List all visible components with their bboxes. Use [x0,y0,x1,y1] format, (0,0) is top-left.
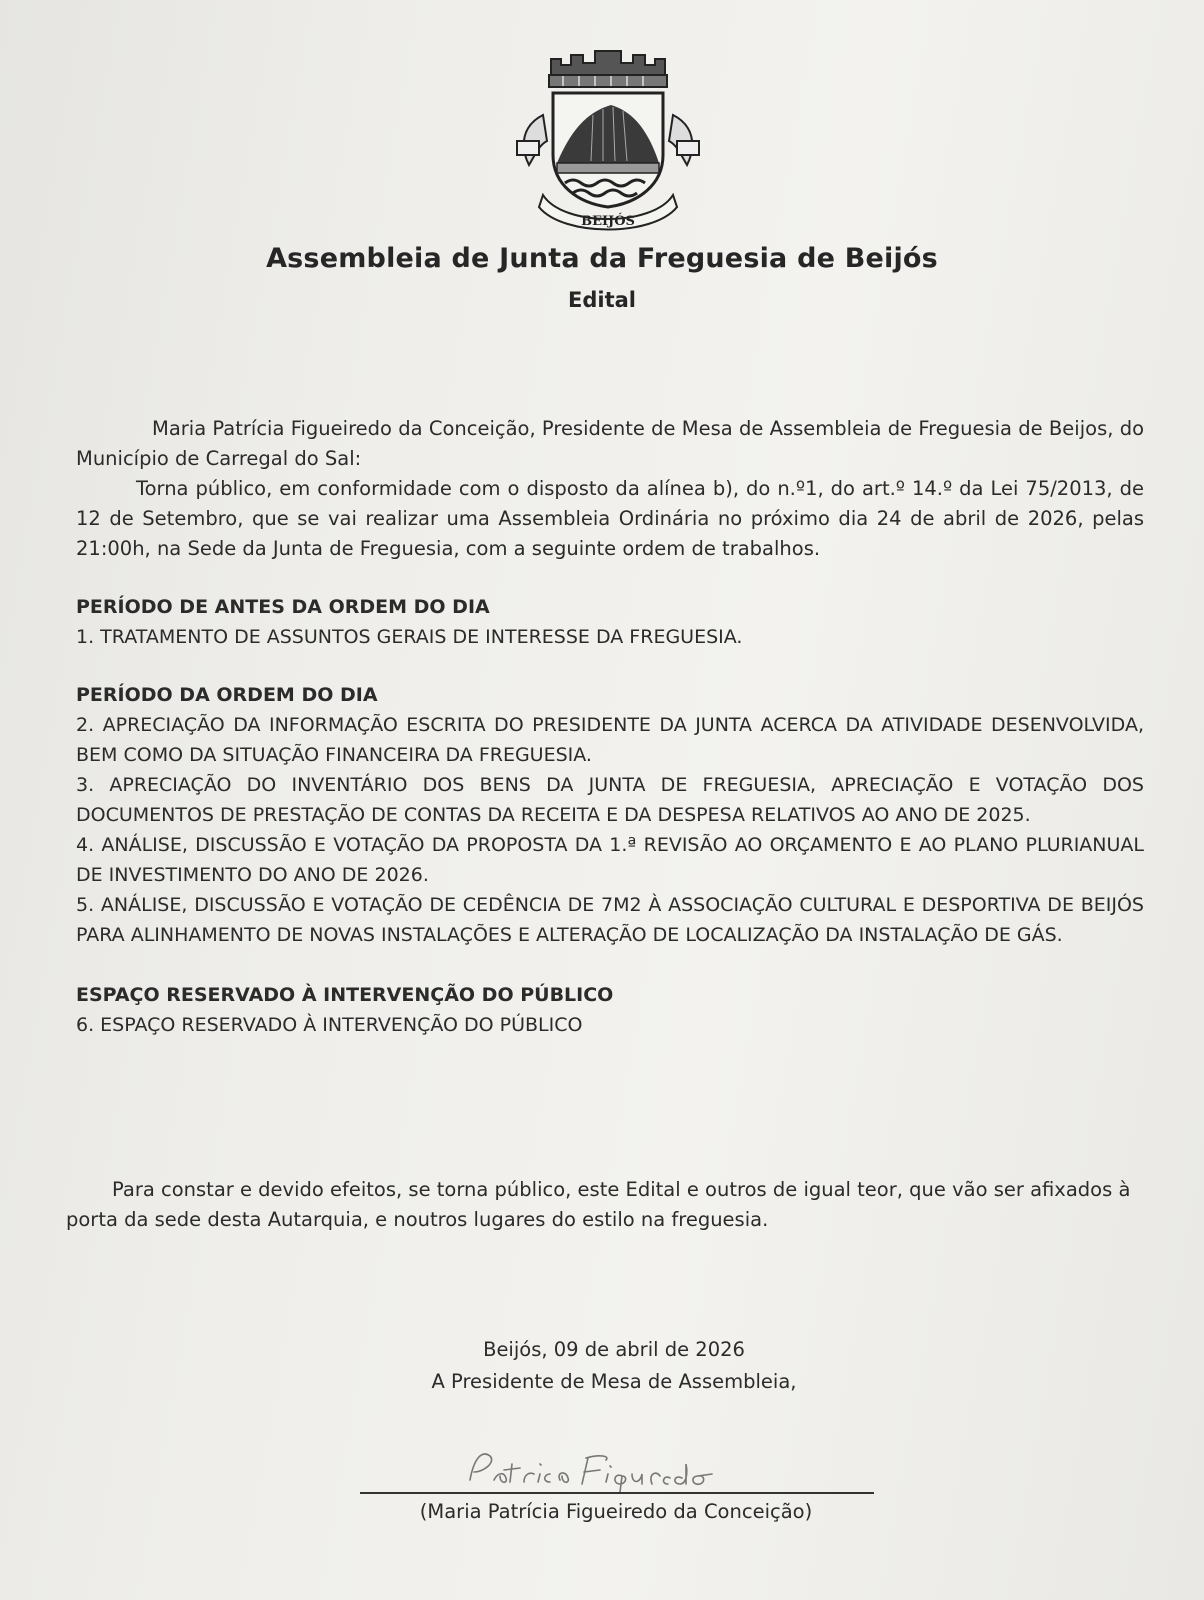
handwritten-signature [460,1444,780,1494]
signatory-role: A Presidente de Mesa de Assembleia, [431,1370,797,1393]
document-subtitle: Edital [568,288,636,312]
section-title-antes: PERÍODO DE ANTES DA ORDEM DO DIA [76,596,490,618]
document-title: Assembleia de Junta da Freguesia de Beijós [266,243,938,274]
agenda-item-2: 2. APRECIAÇÃO DA INFORMAÇÃO ESCRITA DO PRESIDENTE DA JUNTA ACERCA DA ATIVIDADE DESENVOLVIDA, BEM COMO DA SITUAÇÃO FINANCEIRA DA FREGUESIA. [76,714,1144,766]
intro-paragraph-2: Torna público, em conformidade com o disposto da alínea b), do n.º1, do art.º 14.º da Lei 75/2013, de 12 de Setembro, que se vai realizar uma Assembleia Ordinária no próximo dia 24 de abril de 2026, pelas 21:00h, na Sede da Junta de Freguesia, com a seguinte ordem de trabalhos. [76,477,1144,560]
signature-line [360,1492,874,1494]
section-title-ordem: PERÍODO DA ORDEM DO DIA [76,684,378,706]
document-body [76,414,1144,1040]
section-title-publico: ESPAÇO RESERVADO À INTERVENÇÃO DO PÚBLICO [76,984,614,1006]
agenda-item-5: 5. ANÁLISE, DISCUSSÃO E VOTAÇÃO DE CEDÊNCIA DE 7M2 À ASSOCIAÇÃO CULTURAL E DESPORTIVA DE BEIJÓS PARA ALINHAMENTO DE NOVAS INSTALAÇÕES E ALTERAÇÃO DE LOCALIZAÇÃO DA INSTALAÇÃO DE GÁS. [76,894,1144,946]
crest-label: BEIJÓS [581,214,635,229]
intro-paragraph-1: Maria Patrícia Figueiredo da Conceição, Presidente de Mesa de Assembleia de Freguesia de Beijos, do Município de Carregal do Sal: [76,417,1144,470]
crest-logo-icon [513,45,703,240]
agenda-item-1: 1. TRATAMENTO DE ASSUNTOS GERAIS DE INTERESSE DA FREGUESIA. [76,626,743,648]
place-date: Beijós, 09 de abril de 2026 [483,1338,745,1361]
agenda-item-6: 6. ESPAÇO RESERVADO À INTERVENÇÃO DO PÚBLICO [76,1014,583,1036]
closing-paragraph: Para constar e devido efeitos, se torna público, este Edital e outros de igual teor, que vão ser afixados à porta da sede desta Autarquia, e noutros lugares do estilo na freguesia. [66,1178,1131,1231]
agenda-item-3: 3. APRECIAÇÃO DO INVENTÁRIO DOS BENS DA JUNTA DE FREGUESIA, APRECIAÇÃO E VOTAÇÃO DOS DOCUMENTOS DE PRESTAÇÃO DE CONTAS DA RECEITA E DA DESPESA RELATIVOS AO ANO DE 2025. [76,774,1144,826]
agenda-item-4: 4. ANÁLISE, DISCUSSÃO E VOTAÇÃO DA PROPOSTA DA 1.ª REVISÃO AO ORÇAMENTO E AO PLANO PLURIANUAL DE INVESTIMENTO DO ANO DE 2026. [76,834,1144,886]
signatory-name: (Maria Patrícia Figueiredo da Conceição) [419,1500,813,1523]
